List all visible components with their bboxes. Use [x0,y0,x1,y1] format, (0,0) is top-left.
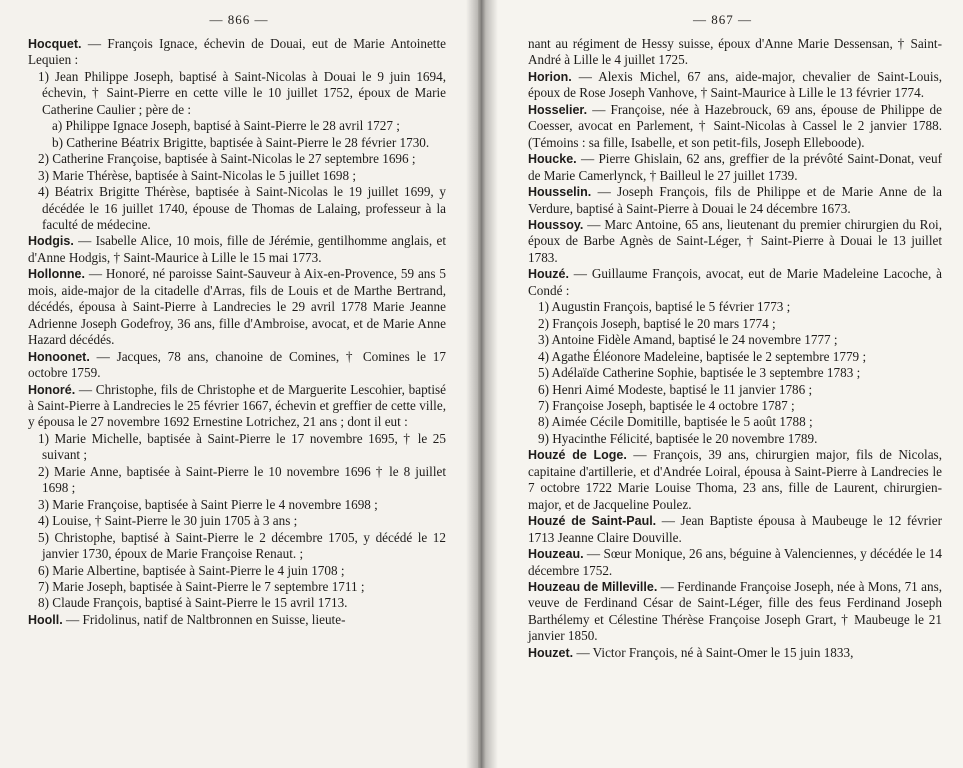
list-item: 1) Jean Philippe Joseph, baptisé à Saint-Nicolas à Douai le 9 juin 1694, échevin, † Saint-Pierre en cette ville le 10 juillet 1752, époux de Marie Catherine Caulier ; père de : [38,68,446,117]
entry-houze: Houzé. — Guillaume François, avocat, eut de Marie Madeleine Lacoche, à Condé : [528,266,942,298]
page-number-866: — 866 — [209,12,269,27]
entry-hosselier: Hosselier. — Françoise, née à Hazebrouck, 69 ans, épouse de Philippe de Coesser, avocat en Parlement, † Saint-Nicolas à Cassel le 2 janvier 1788. (Témoins : sa fille, Isabelle, et son petit-fils, Joseph Elleboode). [528,101,942,150]
entry-hocquet: Hocquet. — François Ignace, échevin de Douai, eut de Marie Antoinette Lequien : [28,36,446,68]
list-item: 3) Antoine Fidèle Amand, baptisé le 24 novembre 1777 ; [538,332,838,348]
list-item: 6) Henri Aimé Modeste, baptisé le 11 janvier 1786 ; [538,381,813,397]
list-item: 9) Hyacinthe Félicité, baptisée le 20 novembre 1789. [538,430,818,446]
entry-houze-de-saint-paul: Houzé de Saint-Paul. — Jean Baptiste épousa à Maubeuge le 12 février 1713 Jeanne Claire Douville. [528,513,942,545]
list-item: 8) Aimée Cécile Domitille, baptisée le 5 août 1788 ; [538,414,813,430]
entry-honoonet: Honoonet. — Jacques, 78 ans, chanoine de Comines, † Comines le 17 octobre 1759. [28,348,446,381]
list-item: 6) Marie Albertine, baptisée à Saint-Pierre le 4 juin 1708 ; [38,562,345,578]
list-item: 2) François Joseph, baptisé le 20 mars 1774 ; [538,315,776,331]
list-item: 1) Augustin François, baptisé le 5 février 1773 ; [538,299,791,315]
list-item: 3) Marie Françoise, baptisée à Saint Pierre le 4 novembre 1698 ; [38,496,378,512]
list-item: 4) Louise, † Saint-Pierre le 30 juin 1705 à 3 ans ; [38,513,298,529]
list-item: 8) Claude François, baptisé à Saint-Pierre le 15 avril 1713. [38,595,348,611]
right-page-text [528,36,942,661]
list-item: 5) Adélaïde Catherine Sophie, baptisée le 3 septembre 1783 ; [538,365,861,381]
list-item: 4) Agathe Éléonore Madeleine, baptisée le 2 septembre 1779 ; [538,348,867,364]
list-item: 7) Françoise Joseph, baptisée le 4 octobre 1787 ; [538,397,795,413]
entry-horion: Horion. — Alexis Michel, 67 ans, aide-major, chevalier de Saint-Louis, époux de Rose Joseph Vanhove, † Saint-Maurice à Lille le 13 février 1774. [528,68,942,101]
list-item: 2) Marie Anne, baptisée à Saint-Pierre le 10 novembre 1696 † le 8 juillet 1698 ; [38,463,446,496]
page-number-867: — 867 — [693,12,752,27]
entry-houzeau-de-milleville: Houzeau de Milleville. — Ferdinande Françoise Joseph, née à Mons, 71 ans, veuve de Ferdinand César de Saint-Léger, fille des feus Ferdinand Joseph Barthélemy et Célestine Thérèse Françoise Joseph Grart, † Maubeuge le 21 janvier 1850. [528,578,942,644]
entry-hodgis: Hodgis. — Isabelle Alice, 10 mois, fille de Jérémie, gentilhomme anglais, et d'Anne Hodgis, † Saint-Maurice à Lille le 15 mai 1773. [28,233,446,265]
entry-houcke: Houcke. — Pierre Ghislain, 62 ans, greffier de la prévôté Saint-Donat, veuf de Marie Camerlynck, † Bailleul le 27 juillet 1739. [528,151,942,183]
entry-houzet: Houzet. — Victor François, né à Saint-Omer le 15 juin 1833, [528,644,854,660]
left-page [0,0,478,768]
continuation-text: nant au régiment de Hessy suisse, époux d'Anne Marie Dessensan, † Saint-André à Lille le 4 juillet 1725. [528,36,942,68]
entry-hollonne: Hollonne. — Honoré, né paroisse Saint-Sauveur à Aix-en-Provence, 59 ans 5 mois, aide-major de la citadelle d'Arras, fils de Louis et de Marthe Bertrand, décédés, épousa à Saint-Pierre à Landrecies le 29 avril 1778 Marie Jeanne Adrienne Joseph Godefroy, 36 ans, fille d'Ambroise, avocat, et de Marie Anne Hazard décédés. [28,266,446,348]
entry-honore: Honoré. — Christophe, fils de Christophe et de Marguerite Lescohier, baptisé à Saint-Pierre à Landrecies le 25 février 1667, échevin et greffier de cette ville, y épousa le 27 novembre 1692 Ernestine Lotrichez, 21 ans ; dont il eut : [28,381,446,430]
list-item: 4) Béatrix Brigitte Thérèse, baptisée à Saint-Nicolas le 19 juillet 1699, y décédée le 16 juillet 1740, épouse de Thomas de Lalaing, professeur à la faculté de médecine. [38,184,446,232]
entry-houzeau: Houzeau. — Sœur Monique, 26 ans, béguine à Valenciennes, y décédée le 14 décembre 1752. [528,546,942,578]
right-page [482,0,963,768]
entry-houze-de-loge: Houzé de Loge. — François, 39 ans, chirurgien major, fils de Nicolas, capitaine d'artillerie, et d'Andrée Loiral, épousa à Saint-Pierre à Landrecies le 7 octobre 1722 Marie Louise Thoma, 23 ans, fille de Laurent, chirurgien-major, et de Jacqueline Poulez. [528,447,942,512]
list-item: 5) Christophe, baptisé à Saint-Pierre le 2 décembre 1705, y décédé le 12 janvier 1730, époux de Marie Françoise Renaut. ; [38,529,446,562]
list-item: 7) Marie Joseph, baptisée à Saint-Pierre le 7 septembre 1711 ; [38,578,365,594]
list-item: 1) Marie Michelle, baptisée à Saint-Pierre le 17 novembre 1695, † le 25 suivant ; [38,430,446,463]
list-item: 3) Marie Thérèse, baptisée à Saint-Nicolas le 5 juillet 1698 ; [38,167,356,183]
list-item: 2) Catherine Françoise, baptisée à Saint-Nicolas le 27 septembre 1696 ; [38,151,416,167]
entry-houssoy: Houssoy. — Marc Antoine, 65 ans, lieutenant du premier chirurgien du Roi, époux de Barbe Agnès de Saint-Léger, † Saint-Pierre à Douai le 13 juillet 1783. [528,216,942,265]
list-item: b) Catherine Béatrix Brigitte, baptisée à Saint-Pierre le 28 février 1730. [52,134,430,150]
list-item: a) Philippe Ignace Joseph, baptisé à Saint-Pierre le 28 avril 1727 ; [52,118,400,134]
entry-housselin: Housselin. — Joseph François, fils de Philippe et de Marie Anne de la Verdure, baptisé à Saint-Pierre à Douai le 24 décembre 1673. [528,184,942,216]
left-page-text [28,36,446,628]
entry-hooll: Hooll. — Fridolinus, natif de Naltbronnen en Suisse, lieute- [28,611,346,627]
